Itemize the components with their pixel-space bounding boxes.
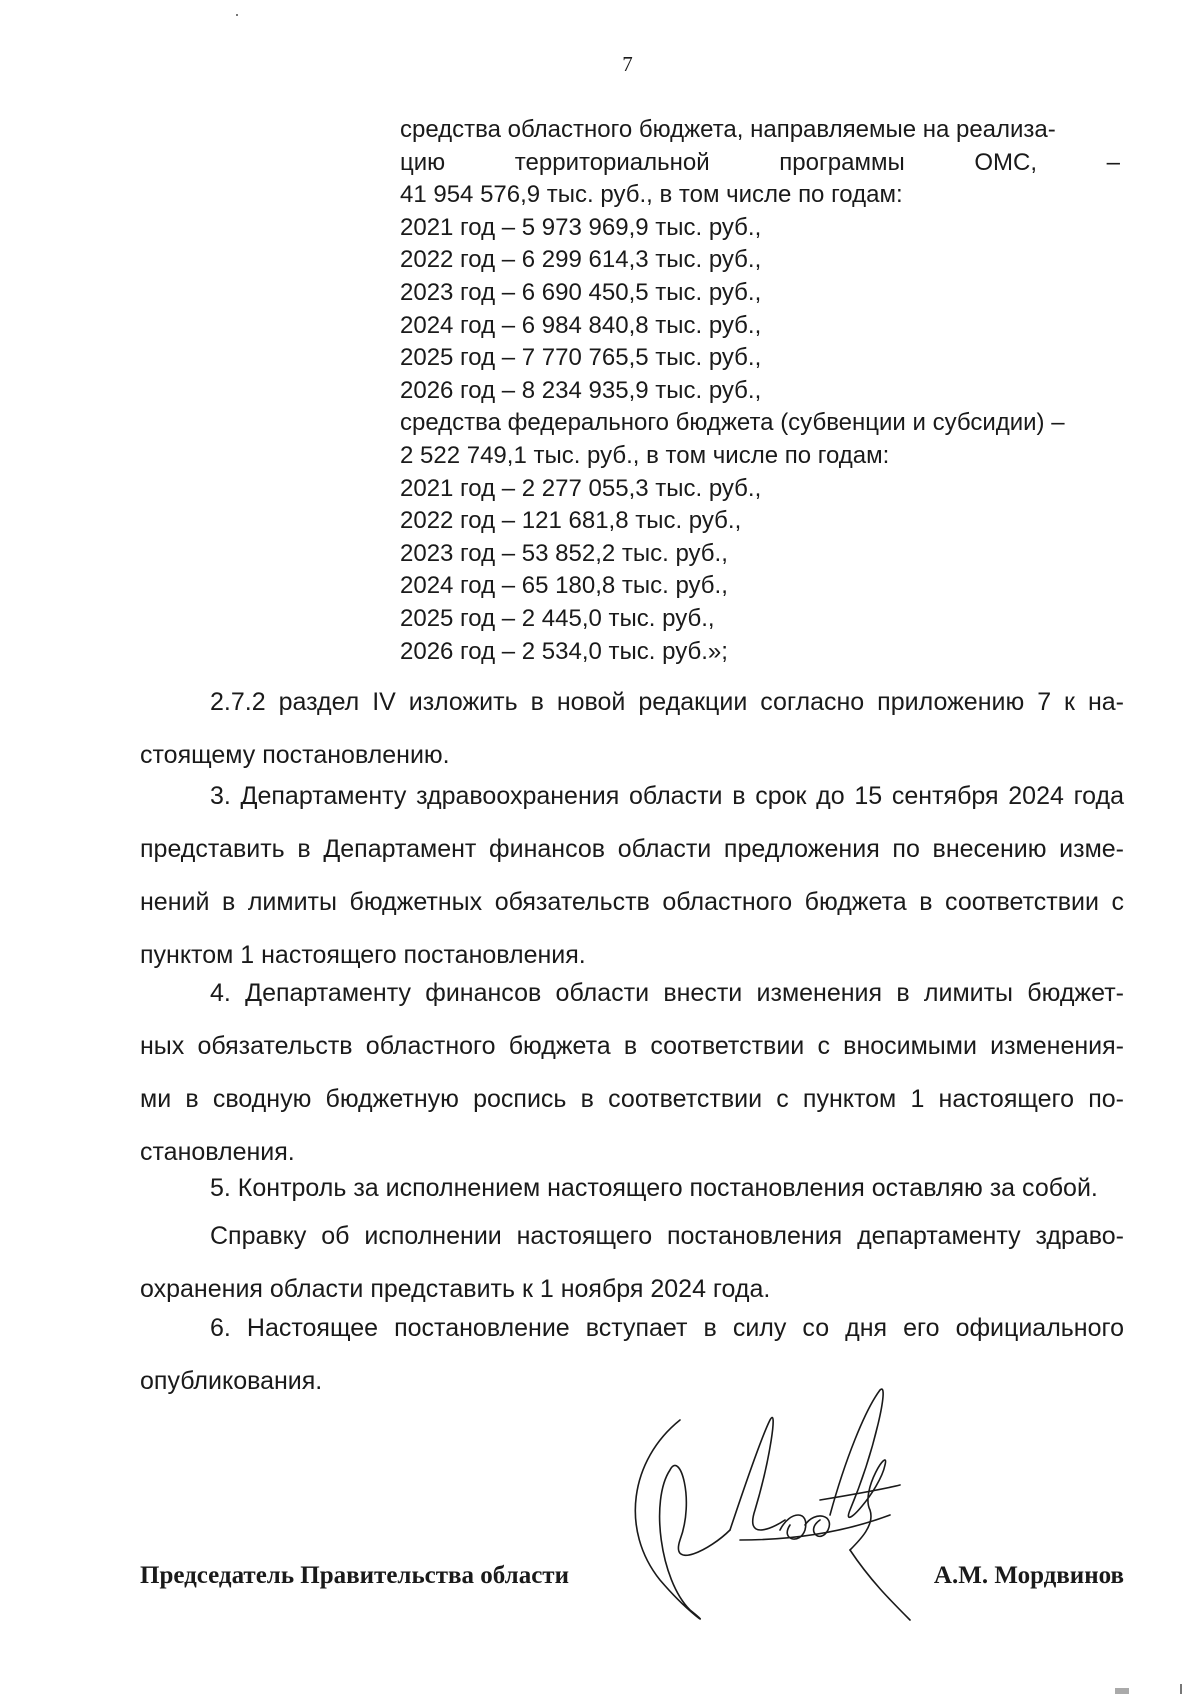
paragraph-line: опубликования. xyxy=(140,1367,323,1395)
paragraph-3 xyxy=(140,770,1124,982)
regional-heading: средства областного бюджета, направляемые на реализа- xyxy=(400,116,1056,143)
federal-year-line: 2024 год – 65 180,8 тыс. руб., xyxy=(400,572,728,600)
word: ОМС, xyxy=(974,148,1037,176)
word: территориальной xyxy=(514,148,710,176)
scan-speck xyxy=(1115,1688,1129,1694)
regional-total: 41 954 576,9 тыс. руб., в том числе по годам: xyxy=(400,181,903,209)
paragraph-5 xyxy=(140,1162,1124,1215)
signatory-position: Председатель Правительства области xyxy=(140,1562,569,1589)
paragraph-line: 6. Настоящее постановление вступает в силу со дня его официального xyxy=(210,1314,1124,1342)
paragraph-line: 2.7.2 раздел IV изложить в новой редакции согласно приложению 7 к на- xyxy=(210,688,1124,716)
signatory-name: А.М. Мордвинов xyxy=(933,1562,1124,1589)
paragraph-line: ных обязательств областного бюджета в соответствии с вносимыми изменения- xyxy=(140,1032,1124,1060)
paragraph-line: 5. Контроль за исполнением настоящего постановления оставляю за собой. xyxy=(210,1174,1098,1202)
paragraph-line: ми в сводную бюджетную роспись в соответствии с пунктом 1 настоящего по- xyxy=(140,1085,1124,1113)
paragraph-5-report xyxy=(140,1210,1124,1316)
budget-block xyxy=(400,114,1120,668)
regional-year-line: 2023 год – 6 690 450,5 тыс. руб., xyxy=(400,278,762,306)
regional-year-line: 2026 год – 8 234 935,9 тыс. руб., xyxy=(400,376,762,404)
federal-year-line: 2021 год – 2 277 055,3 тыс. руб., xyxy=(400,474,762,502)
regional-heading-cont xyxy=(400,147,1120,180)
scan-speck xyxy=(1180,1684,1182,1694)
federal-year-line: 2025 год – 2 445,0 тыс. руб., xyxy=(400,604,715,632)
regional-year-line: 2024 год – 6 984 840,8 тыс. руб., xyxy=(400,311,762,339)
paragraph-line: 3. Департаменту здравоохранения области в срок до 15 сентября 2024 года xyxy=(210,782,1124,810)
paragraph-line: 4. Департаменту финансов области внести изменения в лимиты бюджет- xyxy=(210,979,1124,1007)
paragraph-line: представить в Департамент финансов области предложения по внесению изме- xyxy=(140,835,1124,863)
federal-total: 2 522 749,1 тыс. руб., в том числе по годам: xyxy=(400,441,890,469)
paragraph-line: Справку об исполнении настоящего постановления департаменту здраво- xyxy=(210,1222,1124,1250)
paragraph-line: стоящему постановлению. xyxy=(140,741,450,769)
word: – xyxy=(1106,148,1120,176)
regional-year-line: 2021 год – 5 973 969,9 тыс. руб., xyxy=(400,213,762,241)
paragraph-line: охранения области представить к 1 ноября 2024 года. xyxy=(140,1275,771,1303)
paragraph-line: пунктом 1 настоящего постановления. xyxy=(140,941,586,969)
page-number: 7 xyxy=(622,52,633,76)
paragraph-line: становления. xyxy=(140,1138,295,1166)
handwritten-signature xyxy=(620,1380,920,1650)
paragraph-line: нений в лимиты бюджетных обязательств областного бюджета в соответствии с xyxy=(140,888,1124,916)
regional-year-line: 2025 год – 7 770 765,5 тыс. руб., xyxy=(400,344,762,372)
word: программы xyxy=(779,148,905,176)
paragraph-4 xyxy=(140,967,1124,1179)
scan-speck xyxy=(236,14,238,16)
paragraph-2-7-2 xyxy=(140,676,1124,782)
federal-year-line: 2023 год – 53 852,2 тыс. руб., xyxy=(400,539,728,567)
federal-year-line: 2026 год – 2 534,0 тыс. руб.»; xyxy=(400,637,728,665)
regional-year-line: 2022 год – 6 299 614,3 тыс. руб., xyxy=(400,246,762,274)
word: цию xyxy=(400,148,446,176)
federal-year-line: 2022 год – 121 681,8 тыс. руб., xyxy=(400,507,742,535)
federal-heading: средства федерального бюджета (субвенции и субсидии) – xyxy=(400,409,1065,437)
